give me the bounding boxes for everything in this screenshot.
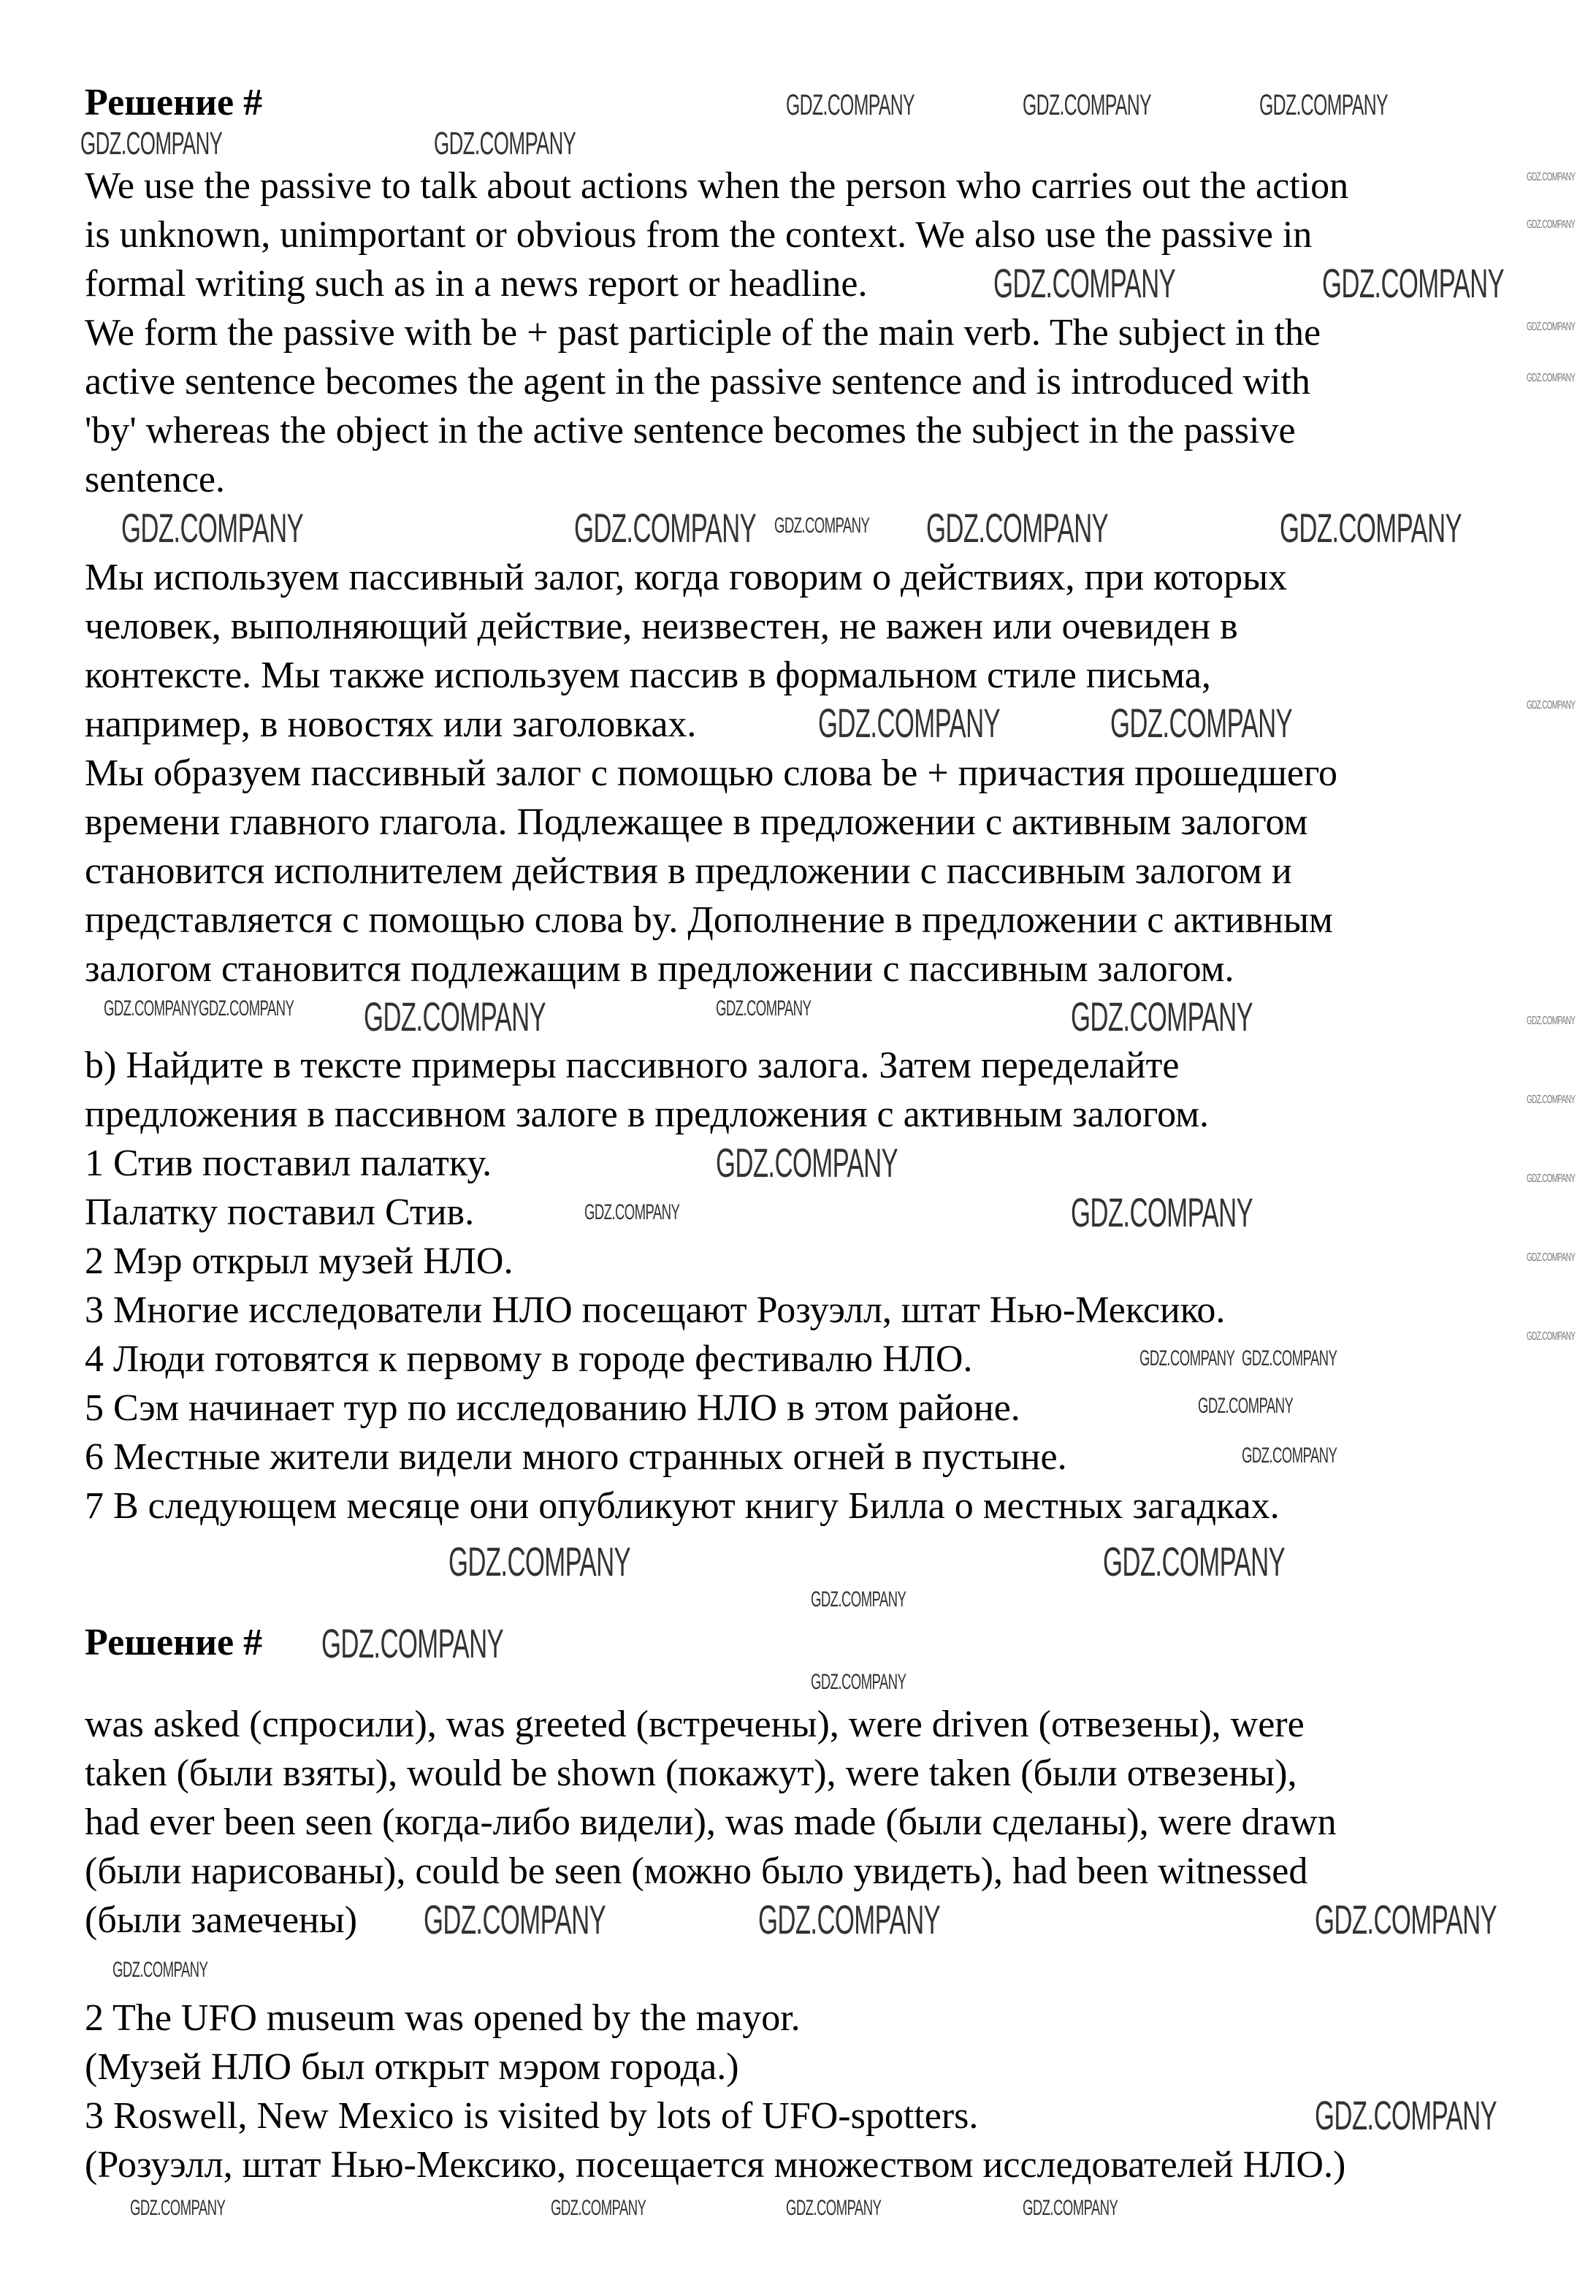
watermark: GDZ.COMPANY — [818, 700, 1001, 746]
text-line: is unknown, unimportant or obvious from the context. We also use the passive in — [85, 214, 1313, 256]
answers — [85, 1700, 1337, 1945]
watermark: GDZ.COMPANY — [434, 126, 576, 161]
text-line: 2 The UFO museum was opened by the mayor. — [85, 1997, 801, 2039]
watermark: GDZ.COMPANY — [1023, 2196, 1118, 2220]
watermark: GDZ.COMPANY — [1071, 1189, 1253, 1235]
solution-heading-1: Решение # — [85, 82, 263, 123]
watermark: GDZ.COMPANY — [1315, 1896, 1497, 1942]
watermark: GDZ.COMPANY — [1198, 1394, 1294, 1418]
watermark: GDZ.COMPANY — [811, 1587, 906, 1612]
text-line: контексте. Мы также используем пассив в формальном стиле письма, — [85, 655, 1211, 696]
watermark: GDZ.COMPANY — [1527, 1015, 1576, 1027]
watermark: GDZ.COMPANY — [1023, 89, 1151, 121]
text-line: (были замечены) — [85, 1899, 358, 1941]
watermark: GDZ.COMPANY — [1527, 1330, 1576, 1343]
text-line: например, в новостях или заголовках. — [85, 703, 697, 745]
watermark: GDZ.COMPANY — [1527, 1172, 1576, 1185]
text-line: (были нарисованы), could be seen (можно было увидеть), had been witnessed — [85, 1850, 1308, 1892]
watermark: GDZ.COMPANY — [199, 996, 294, 1021]
text-line: залогом становится подлежащим в предложении с пассивным залогом. — [85, 948, 1234, 990]
russian-explanation — [85, 553, 1337, 993]
text-line: Мы образуем пассивный залог с помощью слова be + причастия прошедшего — [85, 752, 1337, 794]
watermark: GDZ.COMPANY — [104, 996, 199, 1021]
solution-heading-2: Решение # — [85, 1622, 263, 1663]
text-line: человек, выполняющий действие, неизвестен, не важен или очевиден в — [85, 606, 1238, 647]
text-line: formal writing such as in a news report or headline. — [85, 263, 868, 305]
task-instruction: b) Найдите в тексте примеры пассивного залога. Затем переделайте — [85, 1045, 1180, 1086]
task-item: Палатку поставил Стив. — [85, 1191, 475, 1233]
watermark: GDZ.COMPANY — [926, 505, 1109, 551]
task-b — [85, 1041, 1280, 1530]
watermark: GDZ.COMPANY — [574, 505, 757, 551]
watermark: GDZ.COMPANY — [80, 126, 223, 161]
text-line: (Розуэлл, штат Нью-Мексико, посещается множеством исследователей НЛО.) — [85, 2144, 1346, 2186]
watermark: GDZ.COMPANY — [1527, 1251, 1576, 1264]
text-line: представляется с помощью слова by. Дополнение в предложении с активным — [85, 899, 1333, 941]
task-item: 1 Стив поставил палатку. — [85, 1143, 492, 1184]
task-item: 5 Сэм начинает тур по исследованию НЛО в этом районе. — [85, 1387, 1020, 1429]
watermark: GDZ.COMPANY — [716, 1140, 898, 1186]
text-line: We form the passive with be + past participle of the main verb. The subject in the — [85, 312, 1321, 354]
watermark: GDZ.COMPANY — [364, 993, 546, 1040]
watermark: GDZ.COMPANY — [786, 2196, 882, 2220]
task-item: 4 Люди готовятся к первому в городе фестивалю НЛО. — [85, 1338, 973, 1380]
watermark: GDZ.COMPANY — [1527, 1094, 1576, 1106]
watermark: GDZ.COMPANY — [1242, 1346, 1337, 1370]
watermark: GDZ.COMPANY — [1259, 89, 1388, 121]
watermark: GDZ.COMPANY — [1315, 2092, 1497, 2138]
watermark: GDZ.COMPANY — [1527, 218, 1576, 231]
watermark: GDZ.COMPANY — [551, 2196, 646, 2220]
watermark: GDZ.COMPANY — [112, 1958, 208, 1982]
watermark: GDZ.COMPANY — [584, 1200, 680, 1224]
watermark: GDZ.COMPANY — [424, 1896, 606, 1942]
watermark: GDZ.COMPANY — [774, 514, 870, 538]
text-line: active sentence becomes the agent in the passive sentence and is introduced with — [85, 361, 1310, 403]
watermark: GDZ.COMPANY — [1139, 1346, 1235, 1370]
text-line: was asked (спросили), was greeted (встречены), were driven (отвезены), were — [85, 1704, 1305, 1745]
text-line: taken (были взяты), would be shown (покажут), were taken (были отвезены), — [85, 1752, 1297, 1794]
watermark: GDZ.COMPANY — [1527, 171, 1576, 183]
watermark: GDZ.COMPANY — [1322, 260, 1505, 306]
watermark: GDZ.COMPANY — [321, 1620, 504, 1666]
watermark: GDZ.COMPANY — [130, 2196, 226, 2220]
watermark: GDZ.COMPANY — [1242, 1443, 1337, 1468]
text-line: had ever been seen (когда-либо видели), was made (были сделаны), were drawn — [85, 1801, 1337, 1843]
task-item: 7 В следующем месяце они опубликуют книгу Билла о местных загадках. — [85, 1485, 1280, 1527]
text-line: sentence. — [85, 459, 226, 500]
watermark: GDZ.COMPANY — [758, 1896, 941, 1942]
watermark: GDZ.COMPANY — [993, 260, 1176, 306]
watermark: GDZ.COMPANY — [1110, 700, 1293, 746]
watermark: GDZ.COMPANY — [786, 89, 915, 121]
watermark: GDZ.COMPANY — [1527, 699, 1576, 712]
text-line: We use the passive to talk about actions when the person who carries out the action — [85, 165, 1349, 207]
text-line: становится исполнителем действия в предложении с пассивным залогом и — [85, 850, 1292, 892]
watermark: GDZ.COMPANY — [1527, 321, 1576, 333]
examples — [85, 1994, 1345, 2189]
task-item: 3 Многие исследователи НЛО посещают Розуэлл, штат Нью-Мексико. — [85, 1289, 1226, 1331]
english-explanation — [85, 161, 1348, 504]
task-item: 2 Мэр открыл музей НЛО. — [85, 1240, 513, 1282]
task-item: 6 Местные жители видели много странных огней в пустыне. — [85, 1436, 1067, 1478]
watermark: GDZ.COMPANY — [121, 505, 304, 551]
task-instruction: предложения в пассивном залоге в предложения с активным залогом. — [85, 1094, 1210, 1135]
watermark: GDZ.COMPANY — [448, 1538, 631, 1584]
watermark: GDZ.COMPANY — [1280, 505, 1462, 551]
watermark: GDZ.COMPANY — [1527, 372, 1576, 384]
text-line: Мы используем пассивный залог, когда говорим о действиях, при которых — [85, 557, 1288, 598]
watermark: GDZ.COMPANY — [811, 1670, 906, 1694]
text-line: (Музей НЛО был открыт мэром города.) — [85, 2046, 739, 2088]
text-line: 'by' whereas the object in the active sentence becomes the subject in the passive — [85, 410, 1296, 451]
watermark: GDZ.COMPANY — [716, 996, 812, 1021]
watermark: GDZ.COMPANY — [1103, 1538, 1286, 1584]
text-line: времени главного глагола. Подлежащее в предложении с активным залогом — [85, 801, 1308, 843]
watermark: GDZ.COMPANY — [1071, 993, 1253, 1040]
text-line: 3 Roswell, New Mexico is visited by lots of UFO-spotters. — [85, 2095, 979, 2137]
